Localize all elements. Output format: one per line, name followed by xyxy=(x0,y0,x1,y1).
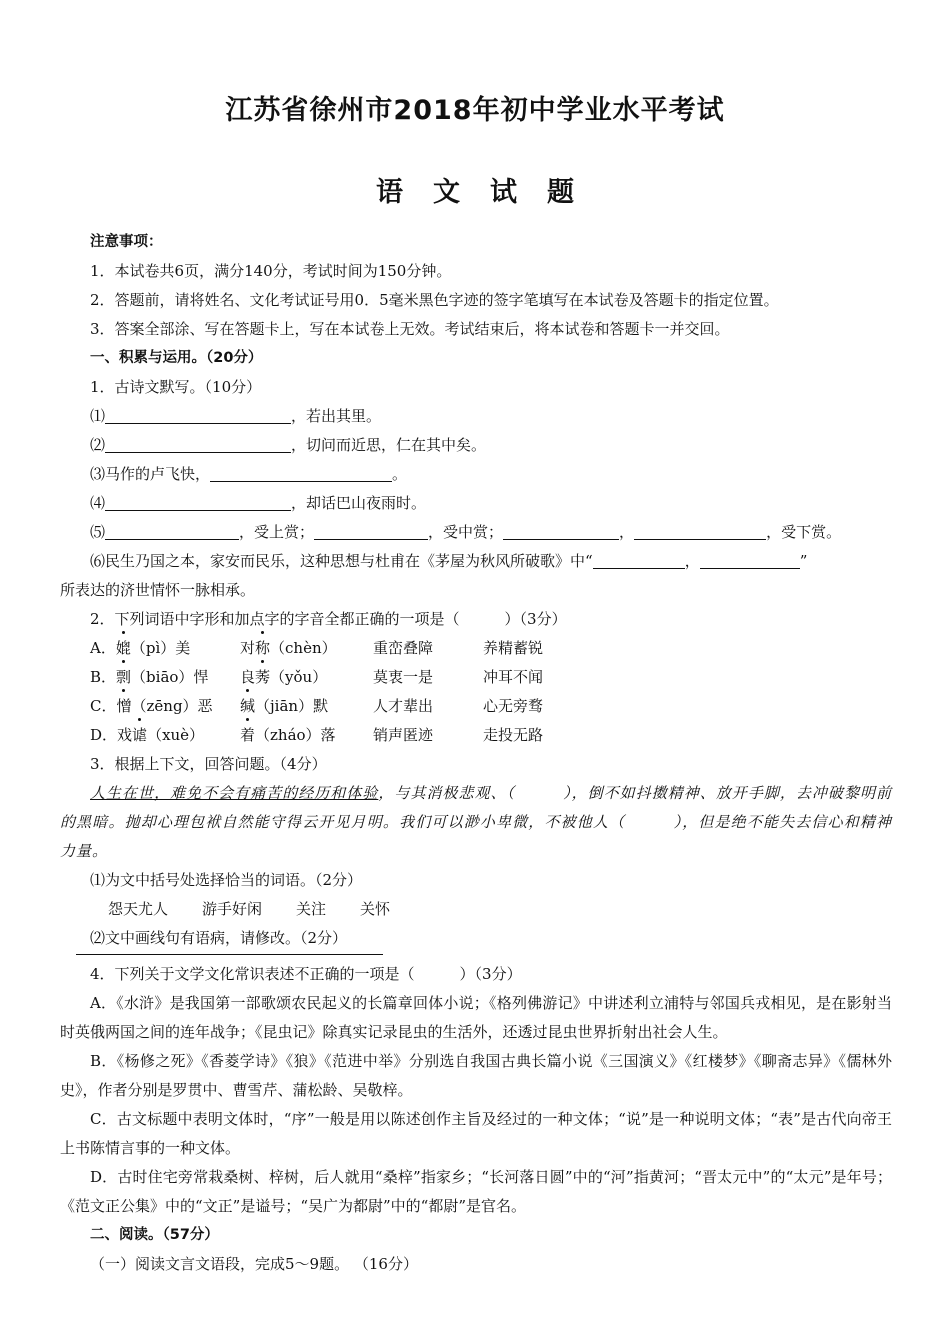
q1-line-2: ⑵ ，切问而近思，仁在其中矣。 xyxy=(90,436,487,454)
emphasis-dot-char: 媲 xyxy=(116,634,131,663)
q2-option-a[interactable]: A．媲（pì）美 对称（chèn） 重峦叠障 养精蓄锐 xyxy=(60,634,892,663)
q1-stem: 1．古诗文默写。（10分） xyxy=(90,378,262,396)
q1-line-6-cont: 所表达的济世情怀一脉相承。 xyxy=(60,581,256,599)
q3-passage: 人生在世，难免不会有痛苦的经历和体验，与其消极悲观、（ ），倒不如抖擞精神、放开手脚，去冲破黎明前的黑暗。抛却心理包袱自然能守得云开见月明。我们可以渺小卑微，不被他人（ ），但是绝不能失去信心和精神力量。 xyxy=(60,784,892,860)
q4-option-a[interactable]: A．《水浒》是我国第一部歌颂农民起义的长篇章回体小说；《格列佛游记》中讲述利立浦特与邻国兵戎相见，是在影射当时英俄两国之间的连年战争；《昆虫记》除真实记录昆虫的生活外，还透过昆虫世界折射出社会人生。 xyxy=(60,994,892,1041)
q3-sub2: ⑵文中画线句有语病，请修改。（2分） xyxy=(90,929,348,947)
notice-heading: 注意事项： xyxy=(90,234,163,250)
emphasis-dot-char: 谑 xyxy=(132,721,147,750)
q2-option-c[interactable]: C．憎（zēng）恶 缄（jiān）默 人才辈出 心无旁骛 xyxy=(60,692,892,721)
answer-blank[interactable] xyxy=(105,435,291,453)
answer-blank[interactable] xyxy=(593,551,685,569)
q4-option-d[interactable]: D．古时住宅旁常栽桑树、梓树，后人就用“桑梓”指家乡；“长河落日圆”中的“河”指黄河；“晋太元中”的“太元”是年号；《范文正公集》中的“文正”是谥号；“吴广为都尉”中的“都尉”是官名。 xyxy=(60,1168,892,1215)
notice-item: 2．答题前，请将姓名、文化考试证号用0．5毫米黑色字迹的签字笔填写在本试卷及答题卡的指定位置。 xyxy=(90,291,779,309)
exam-subtitle: 语文试题 xyxy=(376,177,604,208)
emphasis-dot-char: 莠 xyxy=(255,663,270,692)
q3-word-list xyxy=(60,895,892,924)
notice-item: 3．答案全部涂、写在答题卡上，写在本试卷上无效。考试结束后，将本试卷和答题卡一并交回。 xyxy=(90,320,730,338)
exam-content xyxy=(60,228,892,1279)
answer-line[interactable] xyxy=(76,953,383,955)
notice-item: 1．本试卷共6页，满分140分，考试时间为150分钟。 xyxy=(90,262,452,280)
q4-option-c[interactable]: C．古文标题中表明文体时，“序”一般是用以陈述创作主旨及经过的一种文体；“说”是一种说明文体；“表”是古代向帝王上书陈情言事的一种文体。 xyxy=(60,1110,892,1157)
q1-line-3: ⑶马作的卢飞快， 。 xyxy=(90,465,408,483)
section2-sub: （一）阅读文言文语段，完成5～9题。 （16分） xyxy=(90,1255,418,1273)
q3-stem: 3．根据上下文，回答问题。（4分） xyxy=(90,755,327,773)
word-choice[interactable]: 关注 xyxy=(296,900,327,918)
answer-blank[interactable] xyxy=(210,464,392,482)
q1-line-1: ⑴ ，若出其里。 xyxy=(90,407,382,425)
emphasis-dot-char: 憎 xyxy=(116,692,131,721)
emphasis-dot-char: 称 xyxy=(255,634,270,663)
answer-blank[interactable] xyxy=(634,522,766,540)
answer-blank[interactable] xyxy=(700,551,800,569)
answer-blank[interactable] xyxy=(503,522,619,540)
answer-blank[interactable] xyxy=(105,493,291,511)
q1-line-4: ⑷ ，却话巴山夜雨时。 xyxy=(90,494,427,512)
q2-stem: 2．下列词语中字形和加点字的字音全都正确的一项是（ ）（3分） xyxy=(90,610,567,628)
answer-blank[interactable] xyxy=(314,522,428,540)
answer-blank[interactable] xyxy=(105,406,291,424)
word-choice[interactable]: 关怀 xyxy=(360,900,391,918)
word-choice[interactable]: 游手好闲 xyxy=(202,900,263,918)
q3-underlined-sentence: 人生在世，难免不会有痛苦的经历和体验 xyxy=(90,784,379,802)
q2-option-b[interactable]: B．剽（biāo）悍 良莠（yǒu） 莫衷一是 冲耳不闻 xyxy=(60,663,892,692)
word-choice[interactable]: 怨天尤人 xyxy=(108,900,169,918)
section2-heading: 二、阅读。（57分） xyxy=(90,1227,219,1243)
section1-heading: 一、积累与运用。（20分） xyxy=(90,350,263,366)
emphasis-dot-char: 着 xyxy=(240,721,255,750)
q4-stem: 4．下列关于文学文化常识表述不正确的一项是（ ）（3分） xyxy=(90,965,522,983)
emphasis-dot-char: 剽 xyxy=(116,663,131,692)
answer-blank[interactable] xyxy=(105,522,239,540)
emphasis-dot-char: 缄 xyxy=(240,692,255,721)
q2-option-d[interactable]: D．戏谑（xuè） 着（zháo）落 销声匿迹 走投无路 xyxy=(60,721,892,750)
q4-option-b[interactable]: B．《杨修之死》《香菱学诗》《狼》《范进中举》分别选自我国古典长篇小说《三国演义》《红楼梦》《聊斋志异》《儒林外史》，作者分别是罗贯中、曹雪芹、蒲松龄、吴敬梓。 xyxy=(60,1052,892,1099)
exam-title: 江苏省徐州市2018年初中学业水平考试 xyxy=(225,95,725,126)
q1-line-5: ⑸ ，受上赏； ，受中赏； ， ，受下赏。 xyxy=(90,523,842,541)
q3-sub1: ⑴为文中括号处选择恰当的词语。（2分） xyxy=(90,871,363,889)
q1-line-6: ⑹民生乃国之本，家安而民乐，这种思想与杜甫在《茅屋为秋风所破歌》中“ ， ” xyxy=(90,552,808,570)
